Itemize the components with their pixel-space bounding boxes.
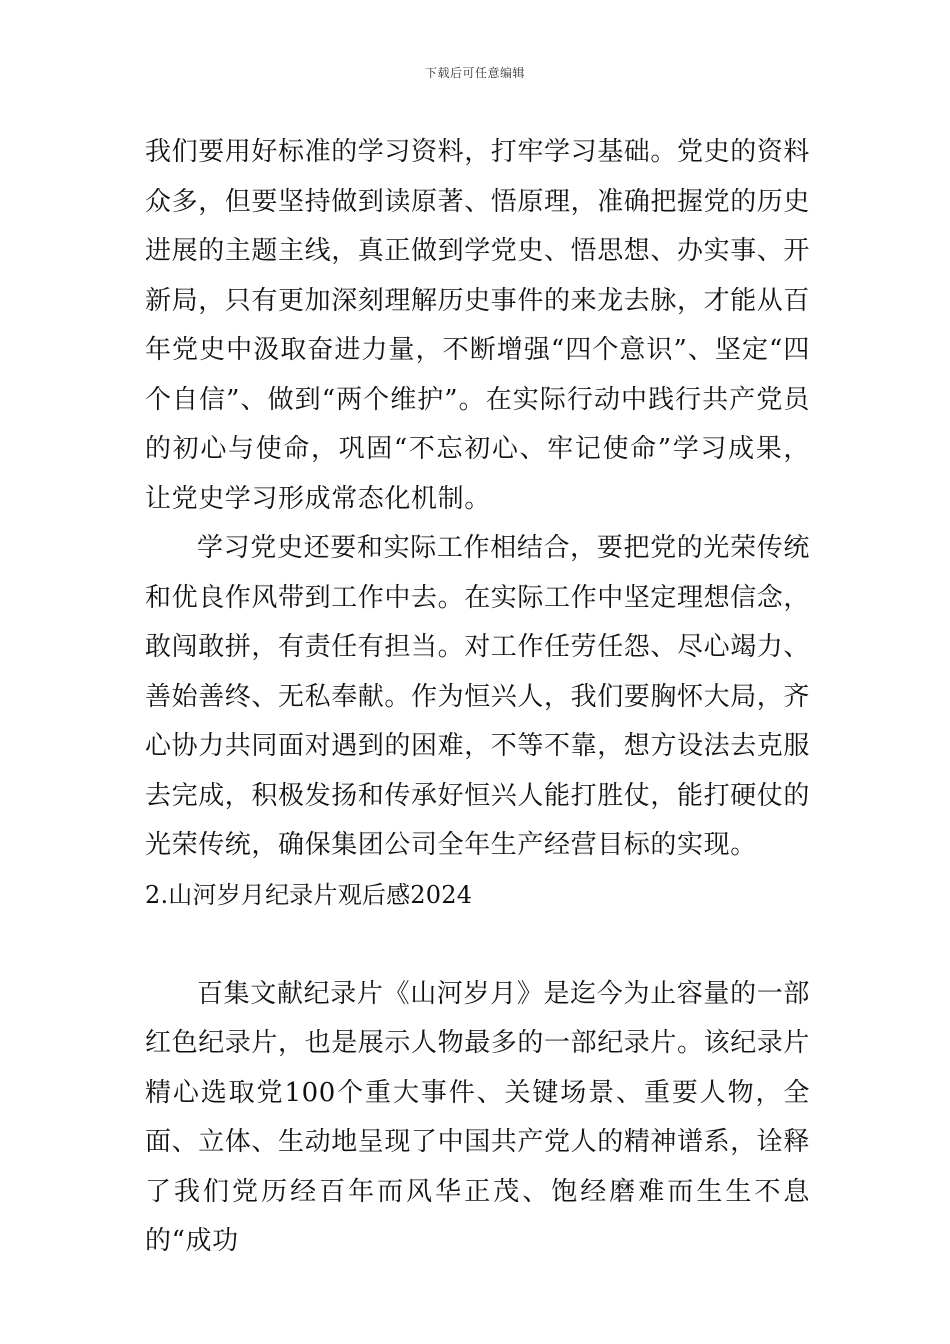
document-body (145, 128, 810, 1267)
paragraph-documentary: 百集文献纪录片《山河岁月》是迄今为止容量的一部红色纪录片，也是展示人物最多的一部纪录片。该纪录片精心选取党100个重大事件、关键场景、重要人物，全面、立体、生动地呈现了中国共产党人的精神谱系，诠释了我们党历经百年而风华正茂、饱经磨难而生生不息的“成功 (145, 978, 811, 1256)
paragraph-study-materials: 我们要用好标准的学习资料，打牢学习基础。党史的资料众多，但要坚持做到读原著、悟原理，准确把握党的历史进展的主题主线，真正做到学党史、悟思想、办实事、开新局，只有更加深刻理解历史事件的来龙去脉，才能从百年党史中汲取奋进力量，不断增强“四个意识”、坚定“四个自信”、做到“两个维护”。在实际行动中践行共产党员的初心与使命，巩固“不忘初心、牢记使命”学习成果，让党史学习形成常态化机制。 (145, 137, 811, 514)
blank-line (145, 920, 810, 970)
paragraph-work-integration: 学习党史还要和实际工作相结合，要把党的光荣传统和优良作风带到工作中去。在实际工作中坚定理想信念，敢闯敢拼，有责任有担当。对工作任劳任怨、尽心竭力、善始善终、无私奉献。作为恒兴人，我们要胸怀大局，齐心协力共同面对遇到的困难，不等不靠，想方设法去克服去完成，积极发扬和传承好恒兴人能打胜仗，能打硬仗的光荣传统，确保集团公司全年生产经营目标的实现。 (145, 533, 811, 860)
page-header: 下载后可任意编辑 (424, 66, 525, 80)
section-heading: 2.山河岁月纪录片观后感2024 (145, 880, 473, 909)
